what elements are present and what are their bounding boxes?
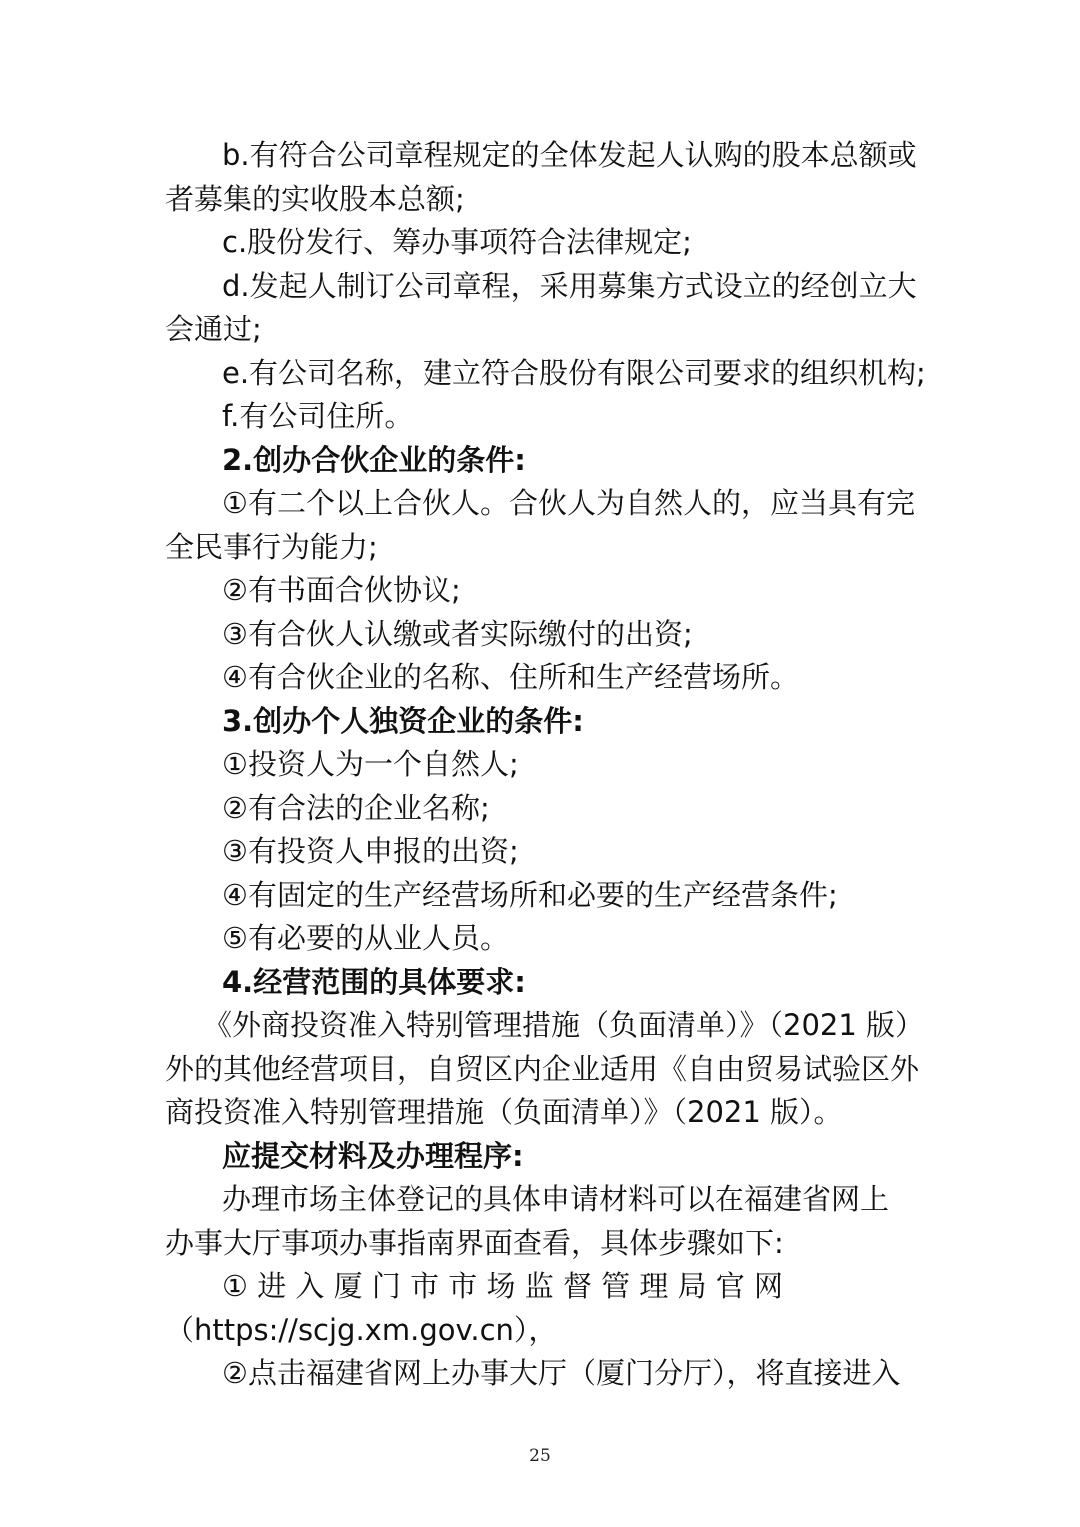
text-line: ②有书面合伙协议; <box>222 573 461 607</box>
text-line: 《外商投资准入特别管理措施（负面清单）》（2021 版） <box>203 1008 925 1042</box>
text-line: ②有合法的企业名称; <box>222 790 490 825</box>
text-line: e.有公司名称，建立符合股份有限公司要求的组织机构; <box>222 355 926 390</box>
text-line: 全民事行为能力; <box>165 529 378 564</box>
text-line: ① 进 入 厦 门 市 市 场 监 督 管 理 局 官 网 <box>222 1269 784 1303</box>
text-line: c.股份发行、筹办事项符合法律规定; <box>222 225 692 259</box>
text-line: ④有固定的生产经营场所和必要的生产经营条件; <box>222 877 838 912</box>
url-line: （https://scjg.xm.gov.cn）， <box>165 1312 558 1347</box>
text-line: 会通过; <box>165 312 262 346</box>
text-line: ①有二个以上合伙人。合伙人为自然人的，应当具有完 <box>222 486 915 520</box>
text-line: 者募集的实收股本总额; <box>165 181 465 216</box>
body-text <box>165 134 926 1396</box>
text-line: 商投资准入特别管理措施（负面清单）》（2021 版）。 <box>165 1095 843 1129</box>
text-line: d.发起人制订公司章程，采用募集方式设立的经创立大 <box>222 268 917 303</box>
text-line: ③有投资人申报的出资; <box>222 834 519 868</box>
section-heading: 3.创办个人独资企业的条件: <box>222 703 584 738</box>
text-line: ⑤有必要的从业人员。 <box>222 921 509 955</box>
text-line: 办事大厅事项办事指南界面查看，具体步骤如下: <box>165 1225 784 1260</box>
text-line: b.有符合公司章程规定的全体发起人认购的股本总额或 <box>222 138 917 172</box>
section-heading: 应提交材料及办理程序: <box>222 1138 524 1173</box>
section-heading: 4.经营范围的具体要求: <box>222 964 526 999</box>
text-line: 外的其他经营项目，自贸区内企业适用《自由贸易试验区外 <box>165 1051 920 1086</box>
text-line: ④有合伙企业的名称、住所和生产经营场所。 <box>222 660 799 694</box>
text-line: f.有公司住所。 <box>222 399 414 433</box>
text-line: ①投资人为一个自然人; <box>222 747 519 781</box>
text-line: 办理市场主体登记的具体申请材料可以在福建省网上 <box>222 1182 890 1216</box>
page-number: 25 <box>529 1446 551 1466</box>
section-heading: 2.创办合伙企业的条件: <box>222 442 526 477</box>
text-line: ③有合伙人认缴或者实际缴付的出资; <box>222 616 693 651</box>
text-line: ②点击福建省网上办事大厅（厦门分厅），将直接进入 <box>222 1356 901 1390</box>
